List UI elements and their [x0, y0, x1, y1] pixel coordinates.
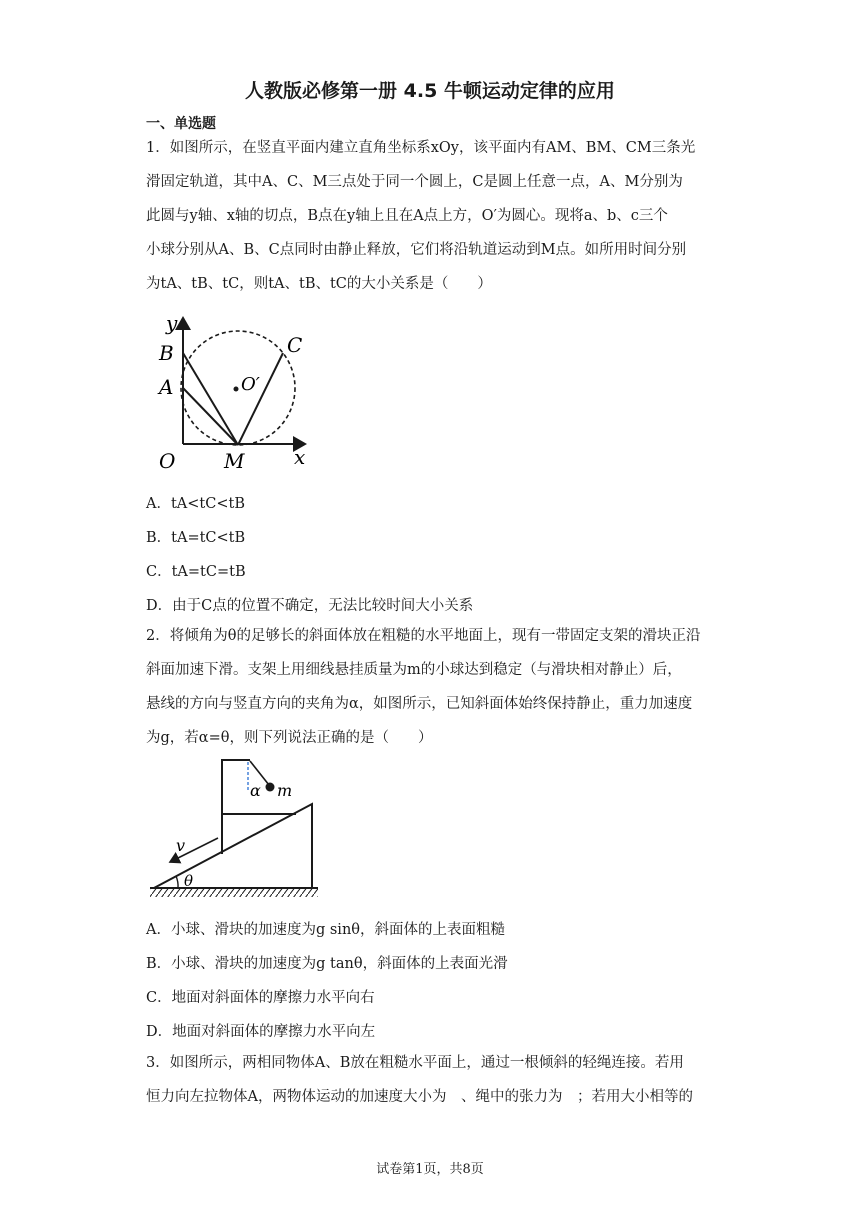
question-1-option-c: C．tA=tC=tB	[146, 564, 246, 580]
question-1-line: 此圆与y轴、x轴的切点，B点在y轴上且在A点上方，O′为圆心。现将a、b、c三个	[146, 208, 668, 224]
label-v: v	[176, 836, 186, 855]
theta-arc	[176, 876, 178, 888]
center-dot	[234, 387, 239, 392]
label-m: M	[224, 449, 245, 473]
track-am	[183, 388, 238, 445]
label-x: x	[294, 445, 306, 469]
question-1-option-d: D．由于C点的位置不确定，无法比较时间大小关系	[146, 598, 474, 614]
question-2-line: 为g，若α=θ，则下列说法正确的是（ ）	[146, 730, 433, 746]
question-2-option-b: B．小球、滑块的加速度为g tanθ，斜面体的上表面光滑	[146, 956, 508, 972]
question-1-option-a: A．tA<tC<tB	[146, 496, 245, 512]
question-2-line: 悬线的方向与竖直方向的夹角为α，如图所示，已知斜面体始终保持静止，重力加速度	[146, 696, 693, 712]
question-2-option-d: D．地面对斜面体的摩擦力水平向左	[146, 1024, 376, 1040]
page-footer: 试卷第1页，共8页	[376, 1162, 484, 1177]
question-1-option-b: B．tA=tC<tB	[146, 530, 246, 546]
question-1-line: 小球分别从A、B、C点同时由静止释放，它们将沿轨道运动到M点。如所用时间分别	[146, 242, 687, 258]
ball	[266, 783, 275, 792]
ground-hatch	[150, 889, 318, 897]
question-3-line: 3．如图所示，两相同物体A、B放在粗糙水平面上，通过一根倾斜的轻绳连接。若用	[146, 1055, 684, 1071]
label-m: m	[277, 781, 293, 800]
question-2-text	[146, 619, 716, 755]
question-1-line: 滑固定轨道，其中A、C、M三点处于同一个圆上，C是圆上任意一点，A、M分别为	[146, 174, 683, 190]
label-b: B	[159, 341, 174, 365]
question-2-line: 2．将倾角为θ的足够长的斜面体放在粗糙的水平地面上，现有一带固定支架的滑块正沿	[146, 628, 701, 644]
label-o: O	[159, 449, 176, 473]
question-3-line: 恒力向左拉物体A，两物体运动的加速度大小为 、绳中的张力为 ；若用大小相等的	[146, 1089, 693, 1105]
track-bm	[183, 353, 238, 445]
label-o-prime: O′	[241, 374, 260, 395]
question-1-text	[146, 131, 716, 301]
section-heading: 一、单选题	[146, 116, 216, 132]
label-theta: θ	[184, 872, 194, 890]
question-1-line: 1．如图所示，在竖直平面内建立直角坐标系xOy，该平面内有AM、BM、CM三条光	[146, 140, 696, 156]
label-alpha: α	[250, 781, 261, 800]
label-a: A	[159, 375, 174, 399]
track-cm	[238, 353, 283, 445]
question-2-option-a: A．小球、滑块的加速度为g sinθ，斜面体的上表面粗糙	[146, 922, 506, 938]
question-1-line: 为tA、tB、tC，则tA、tB、tC的大小关系是（ ）	[146, 276, 492, 292]
question-2-option-c: C．地面对斜面体的摩擦力水平向右	[146, 990, 375, 1006]
page-title: 人教版必修第一册 4.5 牛顿运动定律的应用	[245, 80, 615, 102]
support-frame	[222, 760, 250, 814]
question-2-line: 斜面加速下滑。支架上用细线悬挂质量为m的小球达到稳定（与滑块相对静止）后，	[146, 662, 682, 678]
label-y: y	[166, 311, 178, 335]
question-3-text	[146, 1046, 716, 1114]
label-c: C	[287, 333, 303, 357]
question-2-figure	[146, 758, 326, 898]
slider-block	[222, 814, 296, 854]
question-1-figure	[150, 308, 320, 478]
